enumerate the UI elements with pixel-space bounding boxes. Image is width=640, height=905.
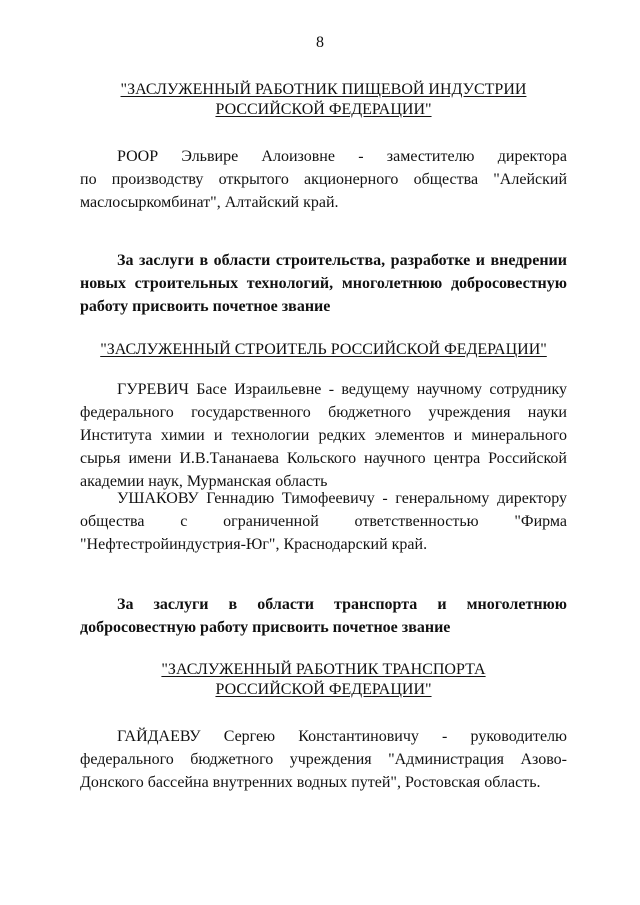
awardee-line: по производству открытого акционерного общества "Алейский	[80, 171, 567, 188]
awardee-line: федерального государственного бюджетного учреждения науки	[80, 404, 567, 421]
decree-intro-line: За заслуги в области строительства, разработке и внедрении	[117, 252, 567, 269]
page-number: 8	[316, 34, 324, 51]
awardee-ushakov	[80, 487, 567, 556]
awardee-line: сырья имени И.В.Тананаева Кольского научного центра Российской	[80, 450, 567, 467]
awardee-line: Института химии и технологии редких элементов и минерального	[80, 427, 567, 444]
awardee-line: федерального бюджетного учреждения "Администрация Азово-	[80, 751, 567, 768]
decree-intro-line: работу присвоить почетное звание	[80, 298, 331, 315]
awardee-line: маслосыркомбинат", Алтайский край.	[80, 194, 339, 211]
awardee-gaidaev	[80, 725, 567, 794]
award-title-line: "ЗАСЛУЖЕННЫЙ СТРОИТЕЛЬ РОССИЙСКОЙ ФЕДЕРАЦИИ"	[100, 341, 547, 358]
awardee-line: РООР Эльвире Алоизовне - заместителю директора	[117, 148, 567, 165]
decree-intro-construction	[80, 249, 567, 318]
awardee-line: академии наук, Мурманская область	[80, 473, 328, 490]
decree-intro-line: добросовестную работу присвоить почетное звание	[80, 619, 451, 636]
awardee-line: ГАЙДАЕВУ Сергею Константиновичу - руководителю	[117, 728, 567, 745]
awardee-gurevich	[80, 378, 567, 493]
decree-intro-transport	[80, 593, 567, 639]
awardee-line: общества с ограниченной ответственностью "Фирма	[80, 513, 567, 530]
award-title-builder	[80, 340, 567, 360]
awardee-line: ГУРЕВИЧ Басе Израильевне - ведущему научному сотруднику	[117, 381, 567, 398]
awardee-roor	[80, 145, 567, 214]
award-title-transport	[80, 660, 567, 700]
award-title-line: РОССИЙСКОЙ ФЕДЕРАЦИИ"	[215, 101, 432, 118]
award-title-line: "ЗАСЛУЖЕННЫЙ РАБОТНИК ПИЩЕВОЙ ИНДУСТРИИ	[120, 81, 527, 98]
awardee-line: УШАКОВУ Геннадию Тимофеевичу - генеральному директору	[117, 490, 567, 507]
award-title-line: "ЗАСЛУЖЕННЫЙ РАБОТНИК ТРАНСПОРТА	[161, 661, 486, 678]
awardee-line: Донского бассейна внутренних водных путей", Ростовская область.	[80, 774, 541, 791]
award-title-food-industry	[80, 80, 567, 120]
award-title-line: РОССИЙСКОЙ ФЕДЕРАЦИИ"	[215, 681, 432, 698]
decree-intro-line: новых строительных технологий, многолетнюю добросовестную	[80, 275, 567, 292]
decree-intro-line: За заслуги в области транспорта и многолетнюю	[117, 596, 567, 613]
awardee-line: "Нефтестройиндустрия-Юг", Краснодарский край.	[80, 536, 428, 553]
